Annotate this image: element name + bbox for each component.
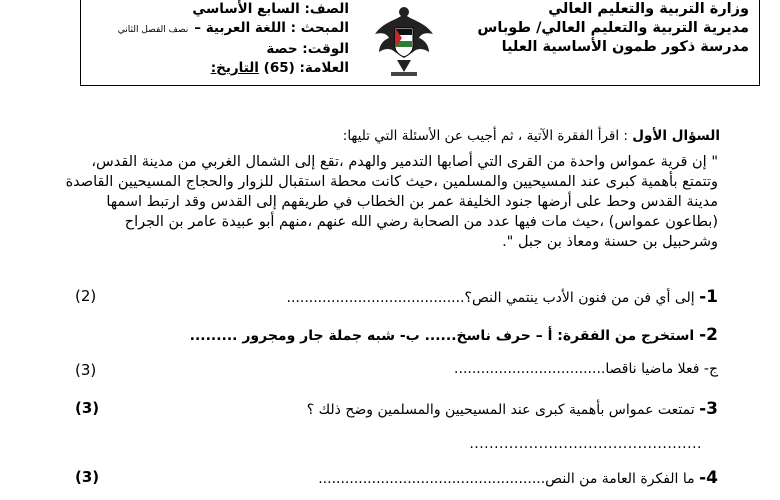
question-2c	[454, 361, 718, 377]
question-text: إلى أي فن من فنون الأدب ينتمي النص؟........................................	[286, 290, 700, 306]
question-4-mark: (3)	[75, 468, 100, 486]
question-number: 1-	[699, 287, 718, 307]
term-label: نصف الفصل الثاني	[117, 25, 189, 35]
time-line: الوقت: حصة	[266, 41, 349, 57]
directorate-name: مديرية التربية والتعليم العالي/ طوباس	[477, 20, 749, 36]
question-2-mark: (3)	[75, 361, 97, 379]
reading-passage	[53, 152, 718, 252]
passage-line: (بطاعون عمواس) ،حيث مات فيها عدد من الصحابة رضي الله عنهم ،منهم أبو عبيدة عامر بن الجراح	[124, 214, 718, 230]
ministry-name: وزارة التربية والتعليم العالي	[548, 1, 749, 17]
question-number: 2-	[699, 325, 718, 345]
question-1	[287, 287, 718, 307]
grade-line: الصف: السابع الأساسي	[192, 1, 349, 17]
question1-title	[343, 128, 720, 144]
passage-line: وشرحبيل بن حسنة ومعاذ بن جبل ".	[502, 234, 718, 250]
question-1-mark: (2)	[75, 287, 97, 305]
question-number: 4-	[699, 468, 718, 488]
question-4	[318, 468, 718, 488]
palestine-emblem-icon	[369, 0, 439, 80]
header-box	[80, 0, 760, 86]
answer-dots: ...............................................	[469, 436, 702, 452]
total-mark: العلامة: (65)	[263, 60, 349, 76]
exam-info-block	[89, 0, 349, 78]
answer-line	[469, 436, 702, 452]
question-text: ج- فعلا ماضيا ناقصا..................................	[454, 361, 718, 377]
passage-line: وتتمتع بأهمية كبرى عند المسيحيين والمسلمين ،حيث كانت محطة استقبال للزوار والحجاج المسيحيين القاصدة	[65, 174, 718, 190]
subject-label: المبحث : اللغة العربية –	[194, 20, 349, 36]
school-name: مدرسة ذكور طمون الأساسية العليا	[501, 39, 749, 55]
question-2	[190, 325, 718, 345]
question-text: ما الفكرة العامة من النص...................................................	[318, 471, 700, 487]
question-3	[307, 399, 718, 419]
mark-date-line	[89, 59, 349, 78]
question-number: 3-	[699, 399, 718, 419]
passage-line: " إن قرية عمواس واحدة من القرى التي أصابها التدمير والهدم ،تقع إلى الشمال الغربي من مدينة القدس،	[91, 154, 718, 170]
subject-line	[89, 19, 349, 40]
question-3-mark: (3)	[75, 399, 100, 417]
passage-line: مدينة القدس وحط على أرضها جنود الخليفة عمر بن الخطاب في طريقهم إلى القدس وقد ارتبط اسمها	[106, 194, 718, 210]
ministry-block	[479, 0, 749, 57]
question1-label: السؤال الأول	[632, 128, 720, 144]
question1-instruction: : اقرأ الفقرة الآتية ، ثم أجيب عن الأسئلة التي تليها:	[342, 128, 633, 144]
date-label: التاريخ:	[210, 60, 259, 76]
question-text: تمتعت عمواس بأهمية كبرى عند المسيحيين والمسلمين وضح ذلك ؟	[306, 402, 700, 418]
question-text: استخرج من الفقرة: أ – حرف ناسخ...... ب- شبه جملة جار ومجرور .........	[189, 328, 700, 344]
